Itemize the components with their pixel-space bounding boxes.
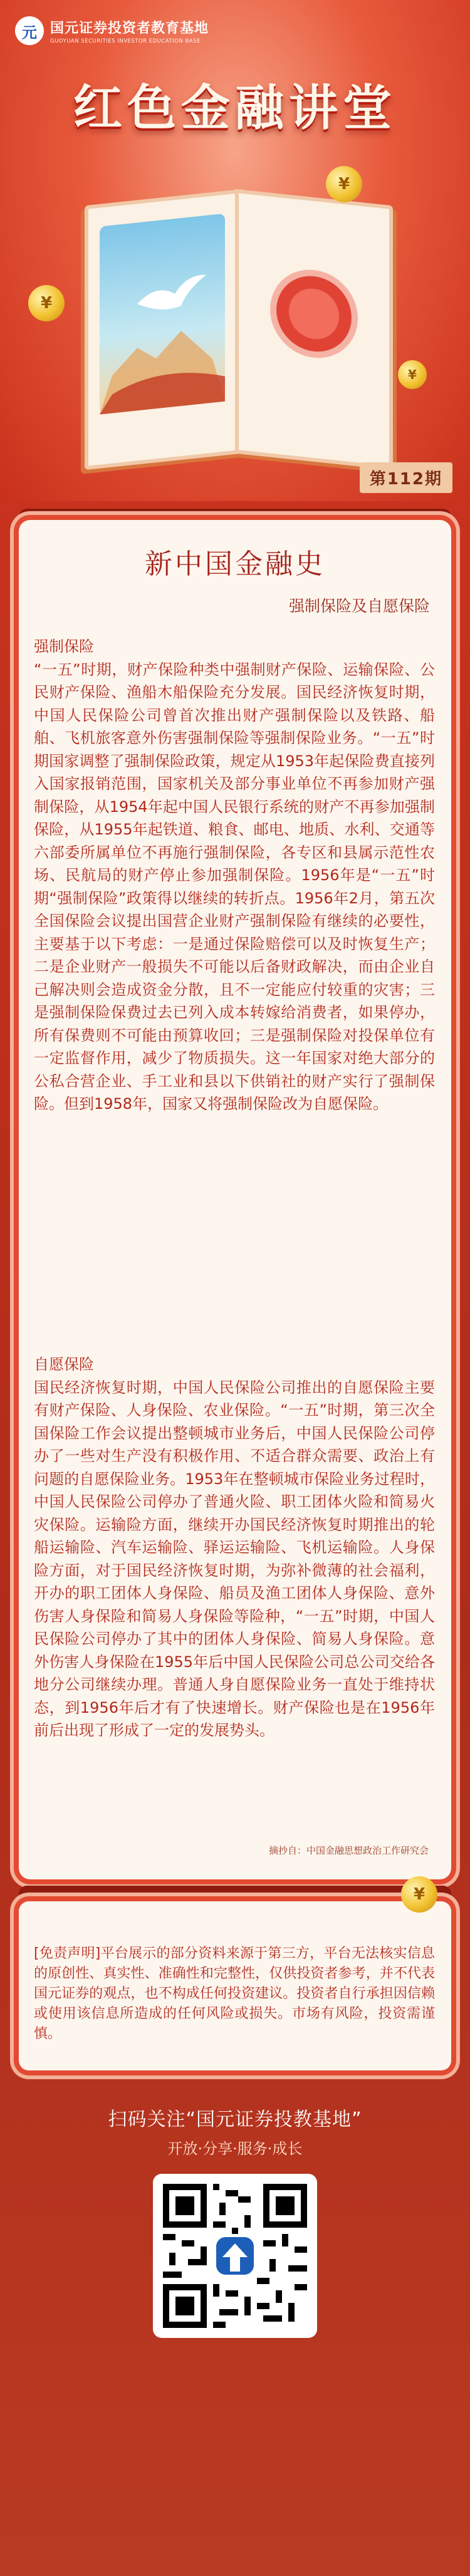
article-title: 新中国金融史 (145, 548, 325, 580)
open-book-illustration (40, 172, 423, 467)
coin-icon: ¥ (28, 285, 65, 321)
follow-prompt: 扫码关注“国元证券投教基地” (108, 2109, 362, 2131)
disclaimer-card (19, 1885, 451, 2070)
section-voluntary-insurance (34, 1353, 435, 1742)
section-body: 国民经济恢复时期，中国人民保险公司推出的自愿保险主要有财产保险、人身保险、农业保险。“一五”时期，第三次全国保险工作会议提出整顿城市业务后，中国人民保险公司停办了一些对生产没有积极作用、不适合群众需要、政治上有问题的自愿保险业务。1953年在整顿城市保险业务过程时，中国人民保险公司停办了普通火险、职工团体火险和简易火灾保险。运输险方面，继续开办国民经济恢复时期推出的轮船运输险、汽车运输险、驿运运输险、飞机运输险。人身保险方面，对于国民经济恢复时期，为弥补微薄的社会福利，开办的职工团体人身保险、船员及渔工团体人身保险、意外伤害人身保险和简易人身保险等险种，“一五”时期，中国人民保险公司停办了其中的团体人身保险、简易人身保险。意外伤害人身保险在1955年后中国人民保险公司总公司交给各地分公司继续办理。普通人身自愿保险业务一直处于维持状态，到1956年后才有了快速增长。财产保险也是在1956年前后出现了形成了一定的发展势头。 (34, 1378, 435, 1739)
tagline: 开放·分享·服务·成长 (167, 2140, 303, 2158)
issue-badge: 第112期 (360, 462, 452, 493)
coin-icon: ¥ (401, 1876, 437, 1913)
qr-code-icon (163, 2184, 307, 2328)
org-name-en: GUOYUAN SECURITIES INVESTOR EDUCATION BASE (50, 38, 201, 44)
emblem-icon (270, 266, 358, 363)
org-name: 国元证券投资者教育基地 (50, 20, 209, 36)
org-logo (15, 16, 209, 45)
article-subtitle: 强制保险及自愿保险 (288, 597, 430, 615)
qr-code[interactable] (153, 2174, 317, 2338)
section-compulsory-insurance (34, 635, 435, 1116)
dove-icon (100, 214, 225, 415)
header-banner (0, 0, 470, 501)
section-heading: 自愿保险 (34, 1356, 94, 1373)
page-title: 红色金融讲堂 (73, 80, 397, 137)
coin-icon: ¥ (326, 166, 362, 202)
coin-icon: ¥ (398, 360, 427, 389)
disclaimer-text: [免责声明]平台展示的部分资料来源于第三方，平台无法核实信息的原创性、真实性、准确性和完整性，仅供投资者参考，并不代表国元证券的观点，也不构成任何投资建议。投资者自行承担因信赖或使用该信息所造成的任何风险或损失。市场有风险，投资需谨慎。 (34, 1946, 435, 2042)
section-heading: 强制保险 (34, 638, 94, 655)
source-note: 摘抄自：中国金融思想政治工作研究会 (268, 1845, 429, 1856)
section-body: “一五”时期，财产保险种类中强制财产保险、运输保险、公民财产保险、渔船木船保险充分发展。国民经济恢复时期，中国人民保险公司曾首次推出财产强制保险以及铁路、船舶、飞机旅客意外伤害强制保险等强制保险业务。“一五”时期国家调整了强制保险政策，规定从1953年起保险费直接列入国家报销范围，国家机关及部分事业单位不再参加财产强制保险，从1954年起中国人民银行系统的财产不再参加强制保险，从1955年起铁道、粮食、邮电、地质、水利、交通等六部委所属单位不再施行强制保险，各专区和县属示范性农场、民航局的财产停止参加强制保险。1956年是“一五”时期“强制保险”政策得以继续的转折点。1956年2月，第五次全国保险会议提出国营企业财产强制保险有继续的必要性，主要基于以下考虑：一是通过保险赔偿可以及时恢复生产；二是企业财产一般损失不可能以后备财政解决，而由企业自己解决则会造成资金分散，且不一定能应付较重的灾害；三是强制保险保费过去已列入成本转嫁给消费者，如果停办，所有保费则不可能由预算收回；三是强制保险对投保单位有一定监督作用，减少了物质损失。这一年国家对绝大部分的公私合营企业、手工业和县以下供销社的财产实行了强制保险。但到1958年，国家又将强制保险改为自愿保险。 (34, 660, 435, 1113)
card-bottom-bar (19, 1886, 451, 1902)
book-left-page (85, 189, 243, 470)
article-card (19, 520, 451, 1879)
book-right-page (235, 189, 393, 470)
guoyuan-logo-icon: 元 (15, 16, 44, 45)
sky-scene (100, 214, 225, 415)
